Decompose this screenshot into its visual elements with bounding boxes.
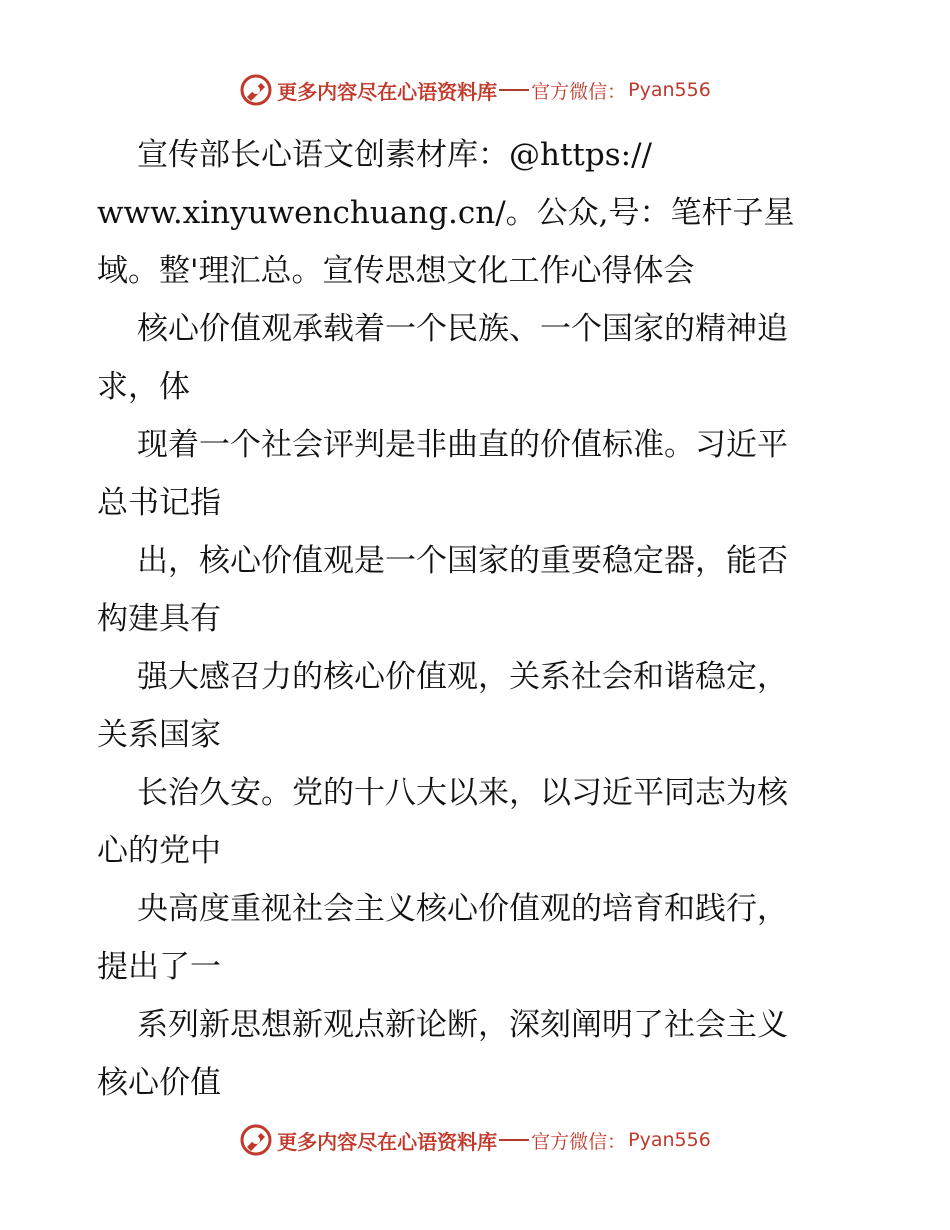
wechat-id: Pyan556 <box>628 79 711 101</box>
pen-logo-icon <box>239 1123 273 1157</box>
body-line: 心的党中 <box>97 833 221 869</box>
body-line: 核心价值 <box>97 1065 221 1101</box>
pen-logo-icon <box>239 73 273 107</box>
wechat-label: 官方微信： <box>531 1130 627 1153</box>
document-body <box>97 126 857 1112</box>
body-line: 出，核心价值观是一个国家的重要稳定器，能否 <box>137 543 788 579</box>
body-line: 域。整'理汇总。宣传思想文化工作心得体会 <box>97 253 695 289</box>
body-line: 提出了一 <box>97 949 221 985</box>
footer-watermark <box>0 1122 950 1158</box>
body-line: 核心价值观承载着一个民族、一个国家的精神追 <box>137 311 788 347</box>
wechat-label: 官方微信： <box>531 80 627 103</box>
body-line: 关系国家 <box>97 717 221 753</box>
body-line: 长治久安。党的十八大以来，以习近平同志为核 <box>137 775 788 811</box>
watermark-divider <box>499 89 529 91</box>
watermark-text: 更多内容尽在心语资料库 <box>277 79 498 104</box>
body-line: www.xinyuwenchuang.cn/。公众,号：笔杆子星 <box>97 195 795 231</box>
body-line: 宣传部长心语文创素材库：@https:// <box>137 137 652 173</box>
watermark-divider <box>499 1139 529 1141</box>
body-line: 系列新思想新观点新论断，深刻阐明了社会主义 <box>137 1007 788 1043</box>
watermark-text: 更多内容尽在心语资料库 <box>277 1129 498 1154</box>
body-line: 央高度重视社会主义核心价值观的培育和践行， <box>137 891 788 927</box>
wechat-id: Pyan556 <box>628 1129 711 1151</box>
header-watermark <box>0 72 950 108</box>
body-line: 总书记指 <box>97 485 221 521</box>
body-line: 构建具有 <box>97 601 221 637</box>
body-line: 强大感召力的核心价值观，关系社会和谐稳定， <box>137 659 788 695</box>
body-line: 求，体 <box>97 369 190 405</box>
body-line: 现着一个社会评判是非曲直的价值标准。习近平 <box>137 427 788 463</box>
